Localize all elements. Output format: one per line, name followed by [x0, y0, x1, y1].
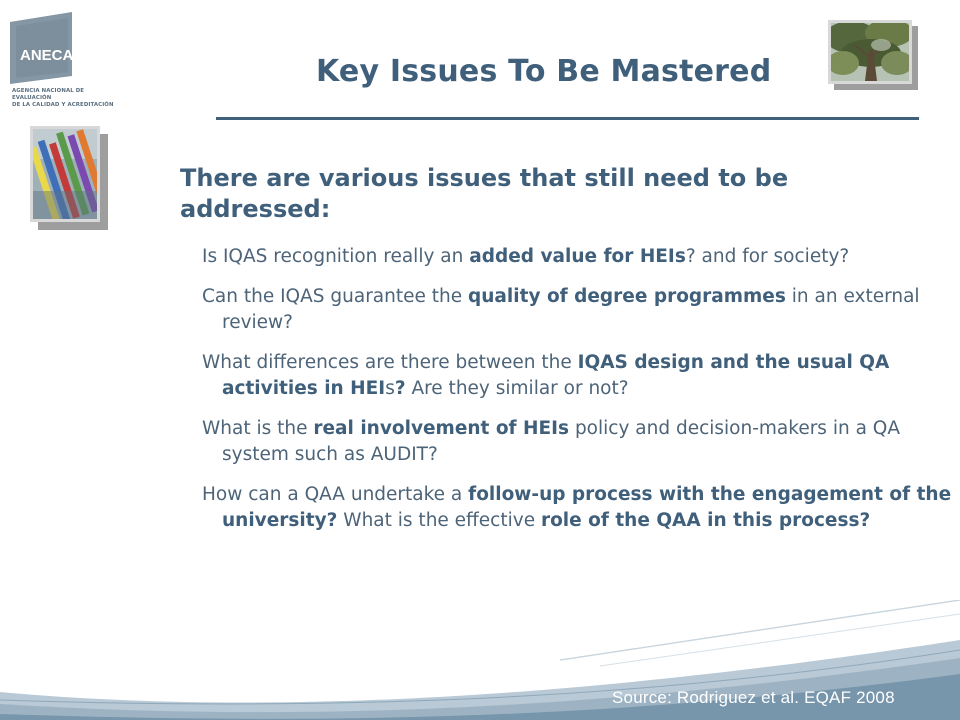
section-heading: There are various issues that still need to be addressed: — [180, 164, 789, 223]
issues-list — [202, 244, 954, 548]
issue-emphasis: role of the QAA in this process? — [540, 510, 871, 531]
issue-item — [202, 416, 954, 468]
source-citation: Source: Rodriguez et al. EQAF 2008 — [612, 688, 895, 707]
logo-subtitle-line-1: AGENCIA NACIONAL DE EVALUACIÓN — [12, 88, 85, 101]
logo-subtitle — [12, 88, 116, 109]
issue-emphasis: ? — [394, 378, 406, 399]
issue-text: in an external review? — [222, 286, 920, 333]
issue-emphasis: added value for HEIs — [469, 246, 686, 267]
issue-item — [202, 284, 954, 336]
issue-emphasis: IQAS design and the usual QA activities in HEI — [222, 352, 890, 399]
slide-title: Key Issues To Be Mastered — [316, 54, 772, 89]
issue-text: What differences are there between the — [202, 352, 578, 373]
issue-text: Can the IQAS guarantee the — [202, 286, 469, 307]
issue-emphasis: follow-up process with the engagement of the university? — [222, 484, 952, 531]
logo-subtitle-line-2: DE LA CALIDAD Y ACREDITACIÓN — [12, 102, 114, 108]
title-underline — [216, 117, 919, 120]
issue-item — [202, 244, 954, 270]
issue-emphasis: real involvement of HEIs — [313, 418, 570, 439]
issue-item — [202, 350, 954, 402]
issue-emphasis: quality of degree programmes — [468, 286, 786, 307]
issue-text: What is the effective — [337, 510, 541, 531]
issue-text: Is IQAS recognition really an — [202, 246, 470, 267]
aneca-logo-mark — [10, 12, 78, 84]
issue-item — [202, 482, 954, 534]
issue-text: How can a QAA undertake a — [202, 484, 469, 505]
issue-text: s — [385, 378, 395, 399]
logo-name: ANECA — [20, 47, 74, 64]
issue-text: Are they similar or not? — [405, 378, 629, 399]
aneca-logo — [10, 12, 114, 122]
issue-text: policy and decision-makers in a QA system such as AUDIT? — [222, 418, 901, 465]
issue-text: ? and for society? — [685, 246, 850, 267]
issue-text: What is the — [202, 418, 314, 439]
